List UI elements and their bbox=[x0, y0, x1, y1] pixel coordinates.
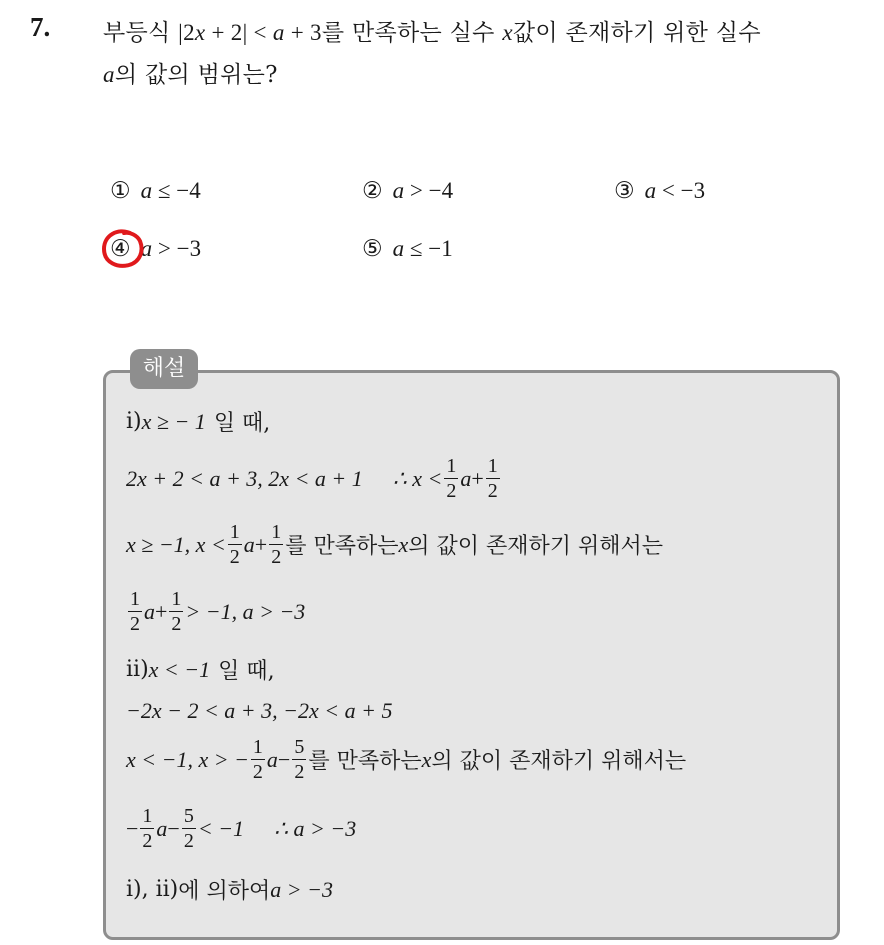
numerator: 1 bbox=[130, 588, 140, 610]
denominator: 2 bbox=[487, 480, 498, 502]
math-expression: x ≥ −1, x < bbox=[126, 531, 226, 557]
numerator: 5 bbox=[294, 736, 305, 758]
solution-tab: 해설 bbox=[130, 349, 198, 389]
fraction-half bbox=[128, 589, 142, 634]
case-condition: x < −1 bbox=[148, 656, 211, 682]
var-x: x bbox=[194, 20, 206, 45]
math-expression: x < −1, x > − bbox=[126, 746, 249, 772]
math-expression: −2x − 2 < a + 3, −2x < a + 5 bbox=[126, 698, 393, 723]
plus-sign: + bbox=[471, 465, 484, 491]
numerator: 1 bbox=[171, 588, 182, 610]
case-label: ⅱ) bbox=[126, 657, 149, 682]
math-part: + 3 bbox=[284, 20, 322, 45]
fraction-half bbox=[444, 456, 458, 501]
math-expression: < −1 bbox=[197, 815, 245, 841]
numerator: 5 bbox=[183, 805, 194, 827]
choice-number: ② bbox=[362, 178, 383, 203]
therefore-expression: ∴ a > −3 bbox=[274, 815, 357, 841]
question-number: 7. bbox=[30, 12, 51, 42]
var-a: a bbox=[460, 465, 472, 491]
choice-number: ④ bbox=[110, 236, 131, 261]
fraction-half bbox=[228, 522, 242, 567]
numerator: 1 bbox=[271, 521, 282, 543]
plus-sign: + bbox=[155, 598, 168, 624]
numerator: 1 bbox=[252, 736, 263, 758]
math-expression: 2x + 2 < a + 3, 2x < a + 1 bbox=[126, 465, 363, 491]
var-a: a bbox=[243, 531, 255, 557]
question-text-line2 bbox=[103, 56, 278, 89]
var-a: a bbox=[156, 815, 168, 841]
choice-number: ① bbox=[110, 178, 131, 203]
var-a: a bbox=[266, 746, 278, 772]
solution-line-3 bbox=[126, 522, 663, 567]
fraction-half bbox=[269, 522, 283, 567]
case-label: ⅰ), ⅱ) bbox=[126, 877, 179, 902]
case-text: 일 때, bbox=[218, 659, 275, 684]
denominator: 2 bbox=[142, 830, 153, 852]
numerator: 1 bbox=[487, 455, 498, 477]
var-x: x bbox=[421, 746, 432, 772]
denominator: 2 bbox=[271, 546, 282, 568]
var-x: x bbox=[398, 531, 409, 557]
solution-line-4 bbox=[126, 589, 305, 634]
solution-text: 를 만족하는 bbox=[285, 534, 399, 559]
denominator: 2 bbox=[294, 761, 305, 783]
solution-line-case1 bbox=[126, 406, 270, 437]
answer-circle-mark bbox=[100, 227, 146, 271]
choice-number: ③ bbox=[614, 178, 635, 203]
choice-number: ⑤ bbox=[362, 236, 383, 261]
denominator: 2 bbox=[171, 613, 182, 635]
solution-line-7 bbox=[126, 737, 686, 782]
denominator: 2 bbox=[252, 761, 263, 783]
choice-1[interactable] bbox=[110, 178, 201, 204]
fraction-five-halves bbox=[182, 806, 196, 851]
fraction-half bbox=[169, 589, 183, 634]
denominator: 2 bbox=[229, 546, 240, 568]
solution-line-2 bbox=[126, 456, 502, 501]
fraction-five-halves bbox=[292, 737, 306, 782]
math-part: + 2| < bbox=[205, 20, 273, 45]
plus-sign: + bbox=[254, 531, 268, 557]
solution-line-case2 bbox=[126, 654, 275, 685]
solution-text: 의 값이 존재하기 위해서는 bbox=[408, 534, 664, 559]
case-text: 일 때, bbox=[213, 411, 271, 436]
fraction-half bbox=[486, 456, 500, 501]
denominator: 2 bbox=[183, 830, 194, 852]
choice-3[interactable] bbox=[614, 178, 705, 204]
numerator: 1 bbox=[446, 455, 457, 477]
choice-2[interactable] bbox=[362, 178, 453, 204]
choice-relation: < −3 bbox=[656, 178, 706, 203]
denominator: 2 bbox=[446, 480, 457, 502]
case-label: ⅰ) bbox=[126, 409, 142, 434]
var-x: x bbox=[502, 20, 513, 45]
choice-var: a bbox=[140, 178, 153, 203]
solution-line-9 bbox=[126, 874, 333, 905]
var-a: a bbox=[272, 20, 285, 45]
var-a: a bbox=[103, 62, 115, 87]
solution-text: 의 값이 존재하기 위해서는 bbox=[431, 749, 687, 774]
choice-var: a bbox=[644, 178, 657, 203]
question-text: 의 값의 범위는? bbox=[114, 62, 278, 88]
choice-relation: > −3 bbox=[152, 236, 202, 261]
numerator: 1 bbox=[229, 521, 240, 543]
fraction-half bbox=[140, 806, 154, 851]
choice-relation: ≤ −4 bbox=[152, 178, 201, 203]
question-text: 값이 존재하기 위한 실수 bbox=[512, 20, 761, 46]
var-a: a bbox=[144, 598, 155, 624]
minus-sign: − bbox=[277, 746, 291, 772]
question-text: 부등식 bbox=[103, 20, 179, 46]
abs-open: |2 bbox=[178, 20, 195, 45]
choice-relation: > −4 bbox=[404, 178, 454, 203]
denominator: 2 bbox=[130, 613, 140, 635]
numerator: 1 bbox=[142, 805, 153, 827]
question-text: 를 만족하는 실수 bbox=[321, 20, 503, 46]
final-result: a > −3 bbox=[270, 876, 333, 902]
solution-line-8 bbox=[126, 806, 356, 851]
minus-sign: − bbox=[167, 815, 180, 841]
question-text-line1 bbox=[103, 14, 761, 47]
fraction-half bbox=[251, 737, 265, 782]
case-condition: x ≥ − 1 bbox=[141, 408, 206, 434]
solution-line-6 bbox=[126, 698, 392, 724]
math-expression: > −1, a > −3 bbox=[185, 598, 306, 624]
solution-text: 를 만족하는 bbox=[308, 749, 422, 774]
choice-var: a bbox=[140, 236, 153, 261]
solution-text: 에 의하여 bbox=[178, 879, 271, 904]
choice-var: a bbox=[392, 178, 405, 203]
choice-var: a bbox=[392, 236, 405, 261]
minus-sign: − bbox=[126, 815, 139, 841]
therefore-expression: ∴ x < bbox=[392, 465, 443, 491]
choice-relation: ≤ −1 bbox=[404, 236, 453, 261]
choice-5[interactable] bbox=[362, 236, 453, 262]
